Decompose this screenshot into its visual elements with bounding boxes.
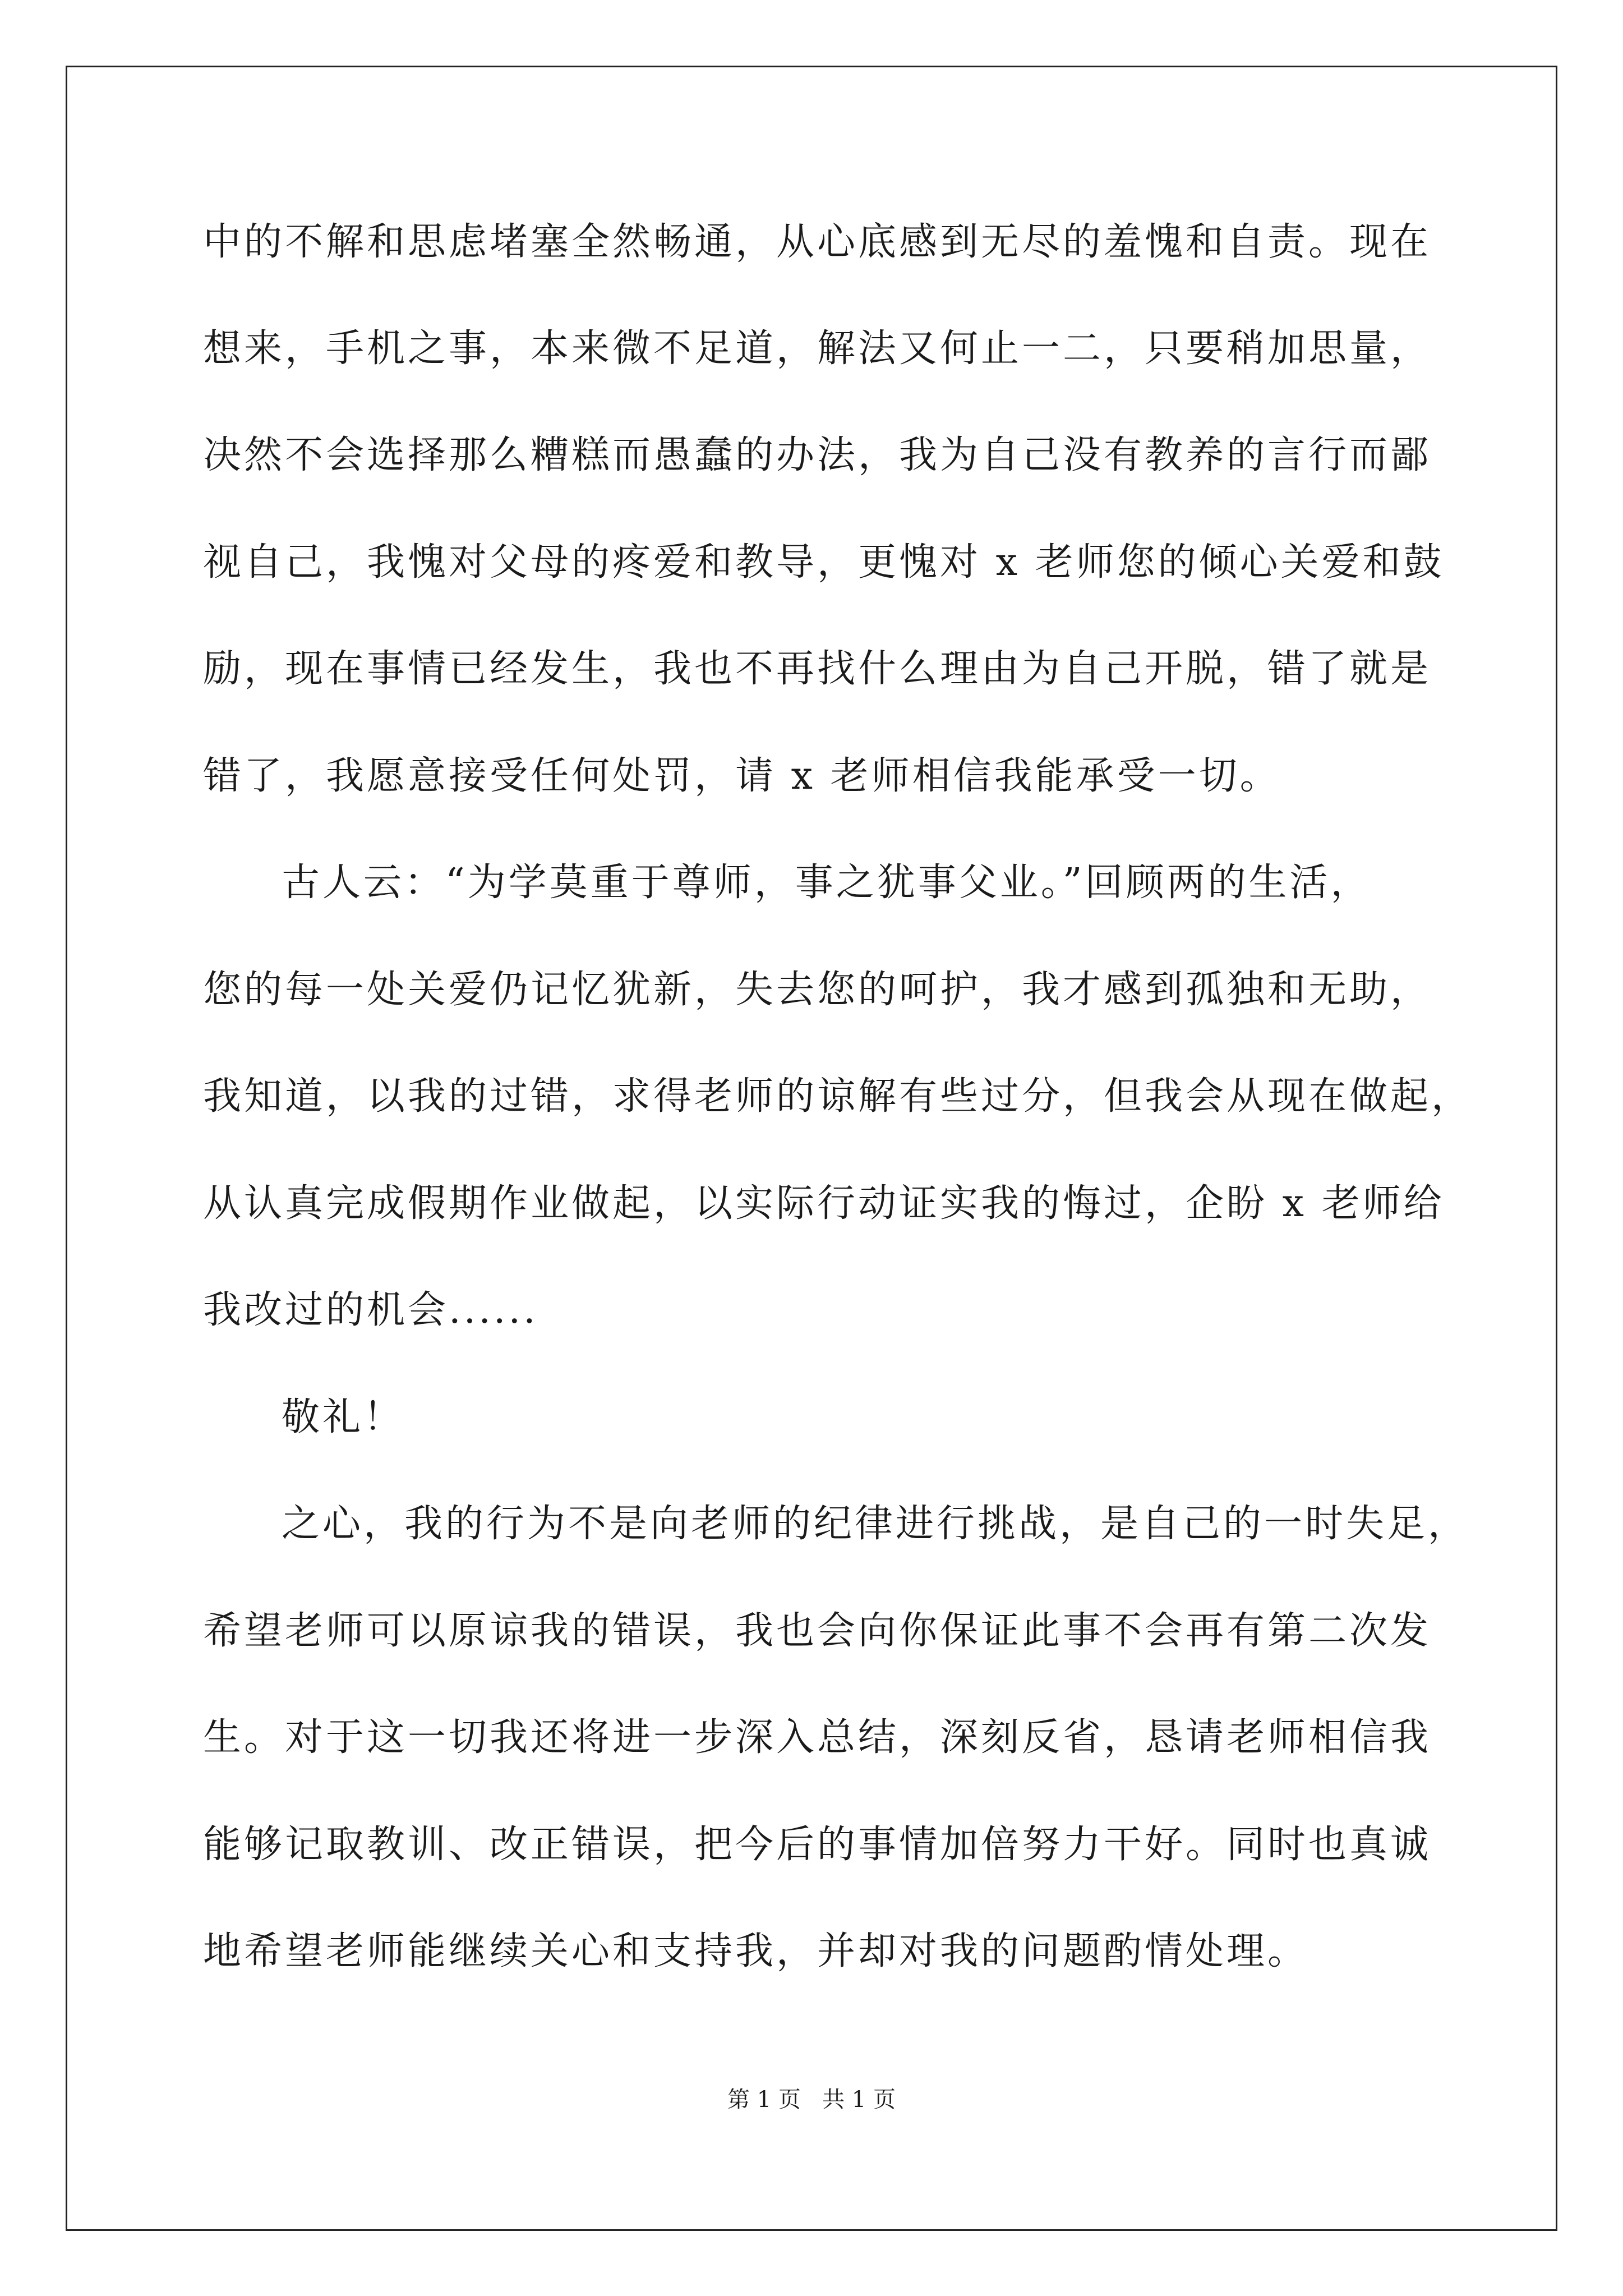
text-line: 想来，手机之事，本来微不足道，解法又何止一二，只要稍加思量， [203, 326, 1432, 371]
text-line: 错了，我愿意接受任何处罚，请 x 老师相信我能承受一切。 [203, 754, 1281, 798]
text-line: 励，现在事情已经发生，我也不再找什么理由为自己开脱，错了就是 [203, 647, 1432, 691]
text-line: 能够记取教训、改正错误，把今后的事情加倍努力干好。同时也真诚 [203, 1823, 1432, 1867]
text-line: 希望老师可以原谅我的错误，我也会向你保证此事不会再有第二次发 [203, 1609, 1432, 1653]
text-line: 视自己，我愧对父母的疼爱和教导，更愧对 x 老师您的倾心关爱和鼓 [203, 540, 1445, 585]
page-border [66, 66, 1557, 2231]
text-line: 决然不会选择那么糟糕而愚蠢的办法，我为自己没有教养的言行而鄙 [203, 433, 1432, 477]
text-line: 您的每一处关爱仍记忆犹新，失去您的呵护，我才感到孤独和无助， [203, 968, 1432, 1012]
paragraph-start-line: 之心，我的行为不是向老师的纪律进行挑战，是自己的一时失足， [282, 1502, 1469, 1546]
salutation: 敬礼！ [282, 1395, 405, 1439]
text-line: 地希望老师能继续关心和支持我，并却对我的问题酌情处理。 [203, 1929, 1309, 1973]
paragraph-start-line: 古人云：“为学莫重于尊师，事之犹事父业。”回顾两的生活， [282, 861, 1372, 905]
text-line: 我知道，以我的过错，求得老师的谅解有些过分，但我会从现在做起， [203, 1074, 1473, 1119]
text-line: 中的不解和思虑堵塞全然畅通，从心底感到无尽的羞愧和自责。现在 [203, 220, 1432, 264]
page-number-footer: 第 1 页 共 1 页 [727, 2087, 896, 2113]
text-line: 从认真完成假期作业做起，以实际行动证实我的悔过，企盼 x 老师给 [203, 1181, 1445, 1226]
text-line: 生。对于这一切我还将进一步深入总结，深刻反省，恳请老师相信我 [203, 1715, 1432, 1760]
text-line: 我改过的机会...... [203, 1288, 538, 1332]
